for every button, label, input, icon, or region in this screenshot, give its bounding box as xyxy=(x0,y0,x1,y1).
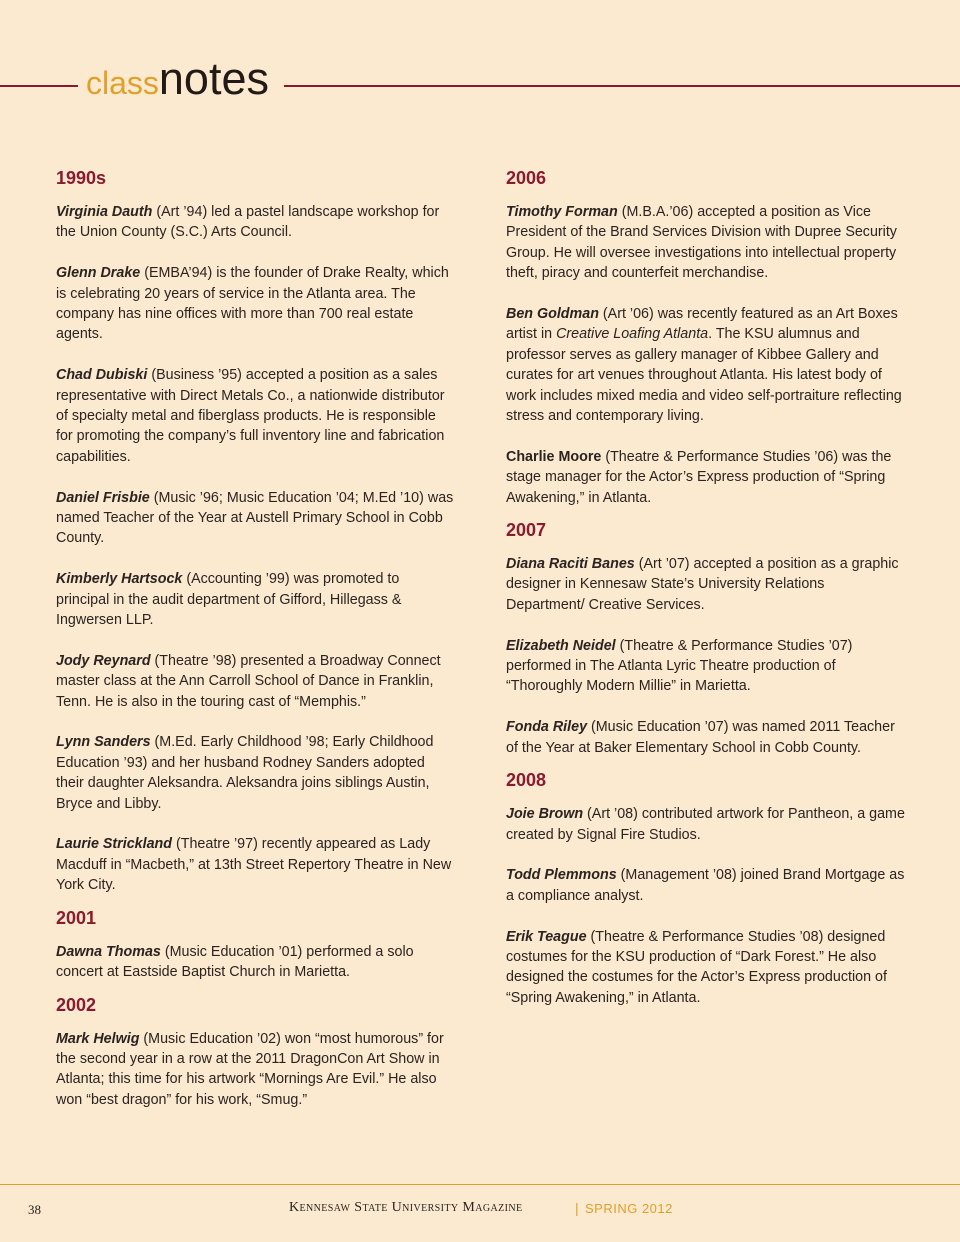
alumni-name: Glenn Drake xyxy=(56,265,141,282)
class-note-entry xyxy=(56,202,456,243)
entry-text: (Music ’96; Music Education ’04; M.Ed ’10) was named Teacher of the Year at Austell Primary School in Cobb County. xyxy=(56,489,454,547)
entry-text: (Theatre & Performance Studies ’06) was the stage manager for the Actor’s Express production of “Spring Awakening,” in Atlanta. xyxy=(506,448,892,506)
entry-text: (Art ’07) accepted a position as a graphic designer in Kennesaw State’s University Relations Department/ Creative Services. xyxy=(506,556,899,613)
class-note-entry xyxy=(506,304,906,426)
alumni-name: Timothy Forman xyxy=(506,204,618,220)
left-column xyxy=(56,160,456,1114)
section-title-suffix: notes xyxy=(158,53,269,104)
class-note-entry xyxy=(56,263,456,345)
entry-text: . The KSU alumnus and professor serves as gallery manager of Kibbee Gallery and curates for art venues throughout Atlanta. His latest body of work includes mixed media and video self-portraiture reflecting stress and contemporary living. xyxy=(506,326,902,425)
alumni-name: Mark Helwig xyxy=(56,1030,140,1047)
entry-text: (Art ’06) was recently featured as an Art Boxes artist in xyxy=(506,306,898,343)
decade-section xyxy=(56,987,456,1111)
page-number: 38 xyxy=(28,1202,41,1217)
entry-text: (Theatre & Performance Studies ’07) performed in The Atlanta Lyric Theatre production of “Thoroughly Modern Millie” in Marietta. xyxy=(506,637,853,695)
entry-text: (Art ’08) contributed artwork for Pantheon, a game created by Signal Fire Studios. xyxy=(506,806,905,843)
decade-section xyxy=(56,900,456,983)
alumni-name: Joie Brown xyxy=(506,806,584,823)
class-note-entry xyxy=(56,569,456,630)
alumni-name: Laurie Strickland xyxy=(56,836,173,853)
entry-text: (M.Ed. Early Childhood ’98; Early Childhood Education ’93) and her husband Rodney Sanders adopted their daughter Aleksandra. Aleksandra joins siblings Austin, Bryce and Libby. xyxy=(56,734,434,812)
class-note-entry xyxy=(506,717,906,758)
alumni-name: Charlie Moore xyxy=(506,448,602,465)
alumni-name: Erik Teague xyxy=(506,928,587,945)
footer-rule xyxy=(0,1184,960,1185)
entry-text: (Music Education ’02) won “most humorous” for the second year in a row at the 2011 DragonCon Art Show in Atlanta; this time for his artwork “Mornings Are Evil.” He also won “best dragon” for his work, “Smug.” xyxy=(56,1030,444,1108)
footer-separator: | xyxy=(575,1200,579,1216)
decade-heading: 2002 xyxy=(56,994,97,1015)
entry-text: (M.B.A.’06) accepted a position as Vice President of the Brand Services Division with Dupree Security Group. He will oversee investigations into intellectual property theft, piracy and counterfeit merchandise. xyxy=(506,204,897,282)
class-note-entry xyxy=(506,804,906,845)
section-title xyxy=(86,54,269,115)
alumni-name: Dawna Thomas xyxy=(56,943,161,960)
masthead-rule-left xyxy=(0,85,78,87)
alumni-name: Virginia Dauth xyxy=(56,204,153,220)
class-note-entry xyxy=(56,651,456,712)
alumni-name: Jody Reynard xyxy=(56,652,151,669)
class-note-entry xyxy=(56,488,456,549)
entry-text: (Music Education ’07) was named 2011 Teacher of the Year at Baker Elementary School in Cobb County. xyxy=(506,719,895,756)
alumni-name: Lynn Sanders xyxy=(56,734,151,751)
alumni-name: Todd Plemmons xyxy=(506,867,617,884)
masthead-rule-right xyxy=(284,85,960,87)
class-note-entry xyxy=(56,834,456,895)
alumni-name: Fonda Riley xyxy=(506,719,588,736)
entry-text: (Business ’95) accepted a position as a sales representative with Direct Metals Co., a nationwide distributor of specialty metal and fiberglass products. He is responsible for promoting the company’s full inventory line and fabrication capabilities. xyxy=(56,367,445,465)
right-column xyxy=(506,160,906,1012)
masthead xyxy=(0,53,960,108)
entry-text: (Art ’94) led a pastel landscape workshop for the Union County (S.C.) Arts Council. xyxy=(56,204,440,241)
decade-section xyxy=(506,762,906,1008)
entry-text: (Accounting ’99) was promoted to principal in the audit department of Gifford, Hillegass & Ingwersen LLP. xyxy=(56,571,402,629)
section-title-prefix: class xyxy=(86,65,159,101)
alumni-name: Ben Goldman xyxy=(506,306,599,323)
entry-text: (EMBA’94) is the founder of Drake Realty, which is celebrating 20 years of service in the Atlanta area. The company has nine offices with more than 700 real estate agents. xyxy=(56,265,449,343)
class-note-entry xyxy=(506,202,906,284)
decade-heading: 2007 xyxy=(506,520,547,541)
alumni-name: Daniel Frisbie xyxy=(56,489,150,506)
decade-heading: 1990s xyxy=(56,168,107,188)
class-note-entry xyxy=(56,732,456,814)
entry-text: (Theatre ’97) recently appeared as Lady Macduff in “Macbeth,” at 13th Street Repertory Theatre in New York City. xyxy=(56,836,452,894)
class-note-entry xyxy=(56,942,456,983)
alumni-name: Kimberly Hartsock xyxy=(56,571,183,588)
class-note-entry xyxy=(506,554,906,615)
decade-heading: 2008 xyxy=(506,770,547,791)
magazine-title: Kennesaw State University Magazine xyxy=(289,1200,523,1215)
alumni-name: Chad Dubiski xyxy=(56,367,148,384)
alumni-name: Elizabeth Neidel xyxy=(506,637,616,654)
class-note-entry xyxy=(506,447,906,508)
entry-text: (Theatre ’98) presented a Broadway Connect master class at the Ann Carroll School of Dance in Franklin, Tenn. He is also in the touring cast of “Memphis.” xyxy=(56,652,441,710)
decade-heading: 2006 xyxy=(506,168,547,188)
decade-heading: 2001 xyxy=(56,907,97,928)
class-note-entry xyxy=(506,865,906,906)
decade-section xyxy=(56,160,456,896)
decade-section xyxy=(506,160,906,508)
class-note-entry xyxy=(506,927,906,1009)
decade-section xyxy=(506,512,906,758)
entry-text: (Music Education ’01) performed a solo concert at Eastside Baptist Church in Marietta. xyxy=(56,943,414,981)
class-note-entry xyxy=(506,636,906,697)
issue-label: SPRING 2012 xyxy=(585,1201,673,1216)
entry-text: (Theatre & Performance Studies ’08) designed costumes for the KSU production of “Dark Forest.” He also designed the costumes for the Actor’s Express production of “Spring Awakening,” in Atlanta. xyxy=(506,928,887,1006)
class-note-entry xyxy=(56,1029,456,1111)
publication-title: Creative Loafing Atlanta xyxy=(556,326,709,343)
alumni-name: Diana Raciti Banes xyxy=(506,556,635,573)
entry-text: (Management ’08) joined Brand Mortgage as a compliance analyst. xyxy=(506,867,905,904)
class-note-entry xyxy=(56,365,456,467)
